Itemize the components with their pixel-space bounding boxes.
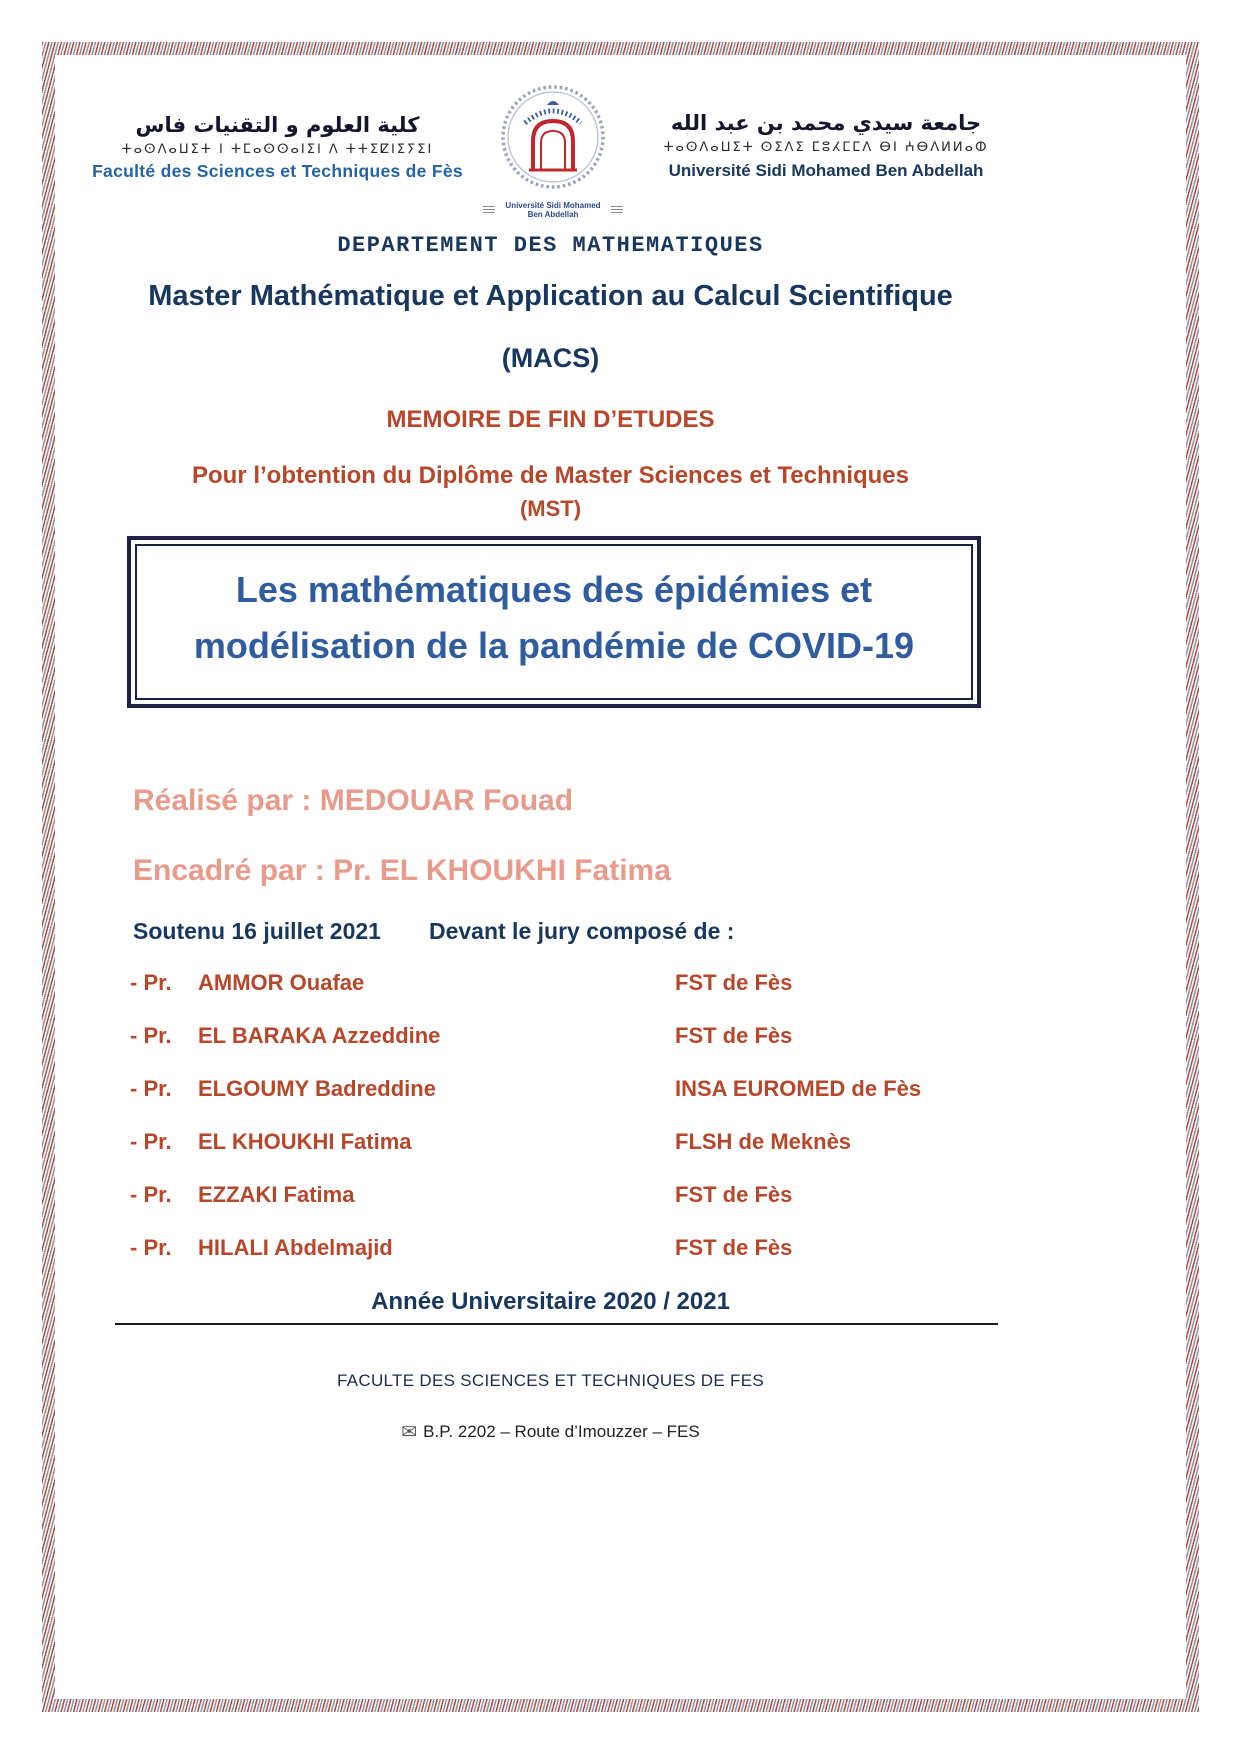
logo-right-lines-icon <box>611 206 623 215</box>
envelope-icon: ✉ <box>401 1421 418 1443</box>
defense-date: Soutenu 16 juillet 2021 <box>133 917 381 944</box>
jury-prefix: - Pr. <box>130 1181 172 1207</box>
jury-affiliation: FST de Fès <box>675 1234 793 1260</box>
thesis-title <box>135 544 973 700</box>
diploma-abbreviation: (MST) <box>519 496 582 521</box>
jury-prefix: - Pr. <box>130 1128 172 1154</box>
jury-affiliation: FST de Fès <box>675 1181 793 1207</box>
jury-member-name <box>130 970 675 996</box>
footer-divider <box>115 1323 998 1325</box>
jury-member-name <box>130 1076 675 1102</box>
logo-caption: Université Sidi Mohamed Ben Abdellah <box>505 201 601 219</box>
faculty-name: Faculté des Sciences et Techniques de Fès <box>92 161 463 181</box>
footer-address <box>85 1421 1016 1444</box>
page-content <box>55 55 1186 1699</box>
faculty-block <box>85 83 470 182</box>
university-arabic-title: جامعة سيدي محمد بن عبد الله <box>670 111 982 135</box>
thesis-title-line1: Les mathématiques des épidémies et <box>235 569 873 610</box>
diploma-line: Pour l’obtention du Diplôme de Master Sciences et Techniques <box>191 462 909 489</box>
jury-intro: Devant le jury composé de : <box>428 917 735 944</box>
department-title: DEPARTEMENT DES MATHEMATIQUES <box>337 233 764 258</box>
decorative-border <box>42 42 1199 1712</box>
jury-member-name <box>130 1023 675 1049</box>
jury-name-text: EZZAKI Fatima <box>198 1181 355 1207</box>
jury-affiliation: FST de Fès <box>675 1022 793 1048</box>
university-seal-icon <box>495 83 611 195</box>
jury-prefix: - Pr. <box>130 1075 172 1101</box>
logo-left-lines-icon <box>483 206 495 215</box>
memoire-heading: MEMOIRE DE FIN D’ETUDES <box>386 406 715 433</box>
jury-prefix: - Pr. <box>130 969 172 995</box>
jury-row <box>130 1076 1016 1102</box>
jury-affiliation: INSA EUROMED de Fès <box>675 1075 922 1101</box>
header <box>85 83 1016 219</box>
jury-name-text: EL KHOUKHI Fatima <box>198 1128 412 1154</box>
jury-member-name <box>130 1129 675 1155</box>
jury-row <box>130 1182 1016 1208</box>
university-tifinagh-title: ⵜⴰⵙⴷⴰⵡⵉⵜ ⵙⵉⴷⵉ ⵎⵓⵃⵎⵎⴷ ⴱⵏ ⵄⴱⴷⵍⵍⴰⵀ <box>663 140 989 155</box>
university-block <box>636 83 1016 181</box>
master-abbreviation: (MACS) <box>501 343 600 373</box>
university-name: Université Sidi Mohamed Ben Abdellah <box>668 161 984 180</box>
footer-faculty-name: FACULTE DES SCIENCES ET TECHNIQUES DE FES <box>337 1370 764 1390</box>
jury-prefix: - Pr. <box>130 1022 172 1048</box>
academic-year: Année Universitaire 2020 / 2021 <box>371 1287 730 1315</box>
faculty-arabic-title: كلية العلوم و التقنيات فاس <box>135 113 420 137</box>
jury-member-name <box>130 1235 675 1261</box>
jury-name-text: AMMOR Ouafae <box>198 969 365 995</box>
jury-row <box>130 1235 1016 1261</box>
jury-row <box>130 970 1016 996</box>
thesis-title-line2: modélisation de la pandémie de COVID-19 <box>193 624 915 666</box>
master-program-title: Master Mathématique et Application au Calcul Scientifique <box>148 280 953 312</box>
thesis-title-box <box>127 536 981 708</box>
supervisor-line: Encadré par : Pr. EL KHOUKHI Fatima <box>133 853 671 887</box>
jury-name-text: EL BARAKA Azzeddine <box>198 1022 441 1048</box>
author-line: Réalisé par : MEDOUAR Fouad <box>133 783 574 817</box>
jury-name-text: HILALI Abdelmajid <box>198 1234 393 1260</box>
jury-list <box>85 970 1016 1261</box>
faculty-tifinagh-title: ⵜⴰⵙⴷⴰⵡⵉⵜ ⵏ ⵜⵎⴰⵙⵙⴰⵏⵉⵏ ⴷ ⵜⵜⵉⵇⵏⵉⵢⵉⵏ <box>121 142 434 157</box>
jury-affiliation: FLSH de Meknès <box>675 1128 852 1154</box>
footer-address-text: B.P. 2202 – Route d’Imouzzer – FES <box>423 1421 700 1441</box>
jury-row <box>130 1023 1016 1049</box>
logo-caption-row <box>483 201 623 219</box>
defense-line <box>85 918 1016 945</box>
jury-name-text: ELGOUMY Badreddine <box>198 1075 436 1101</box>
jury-member-name <box>130 1182 675 1208</box>
jury-affiliation: FST de Fès <box>675 969 793 995</box>
jury-prefix: - Pr. <box>130 1234 172 1260</box>
jury-row <box>130 1129 1016 1155</box>
university-logo <box>483 83 623 219</box>
